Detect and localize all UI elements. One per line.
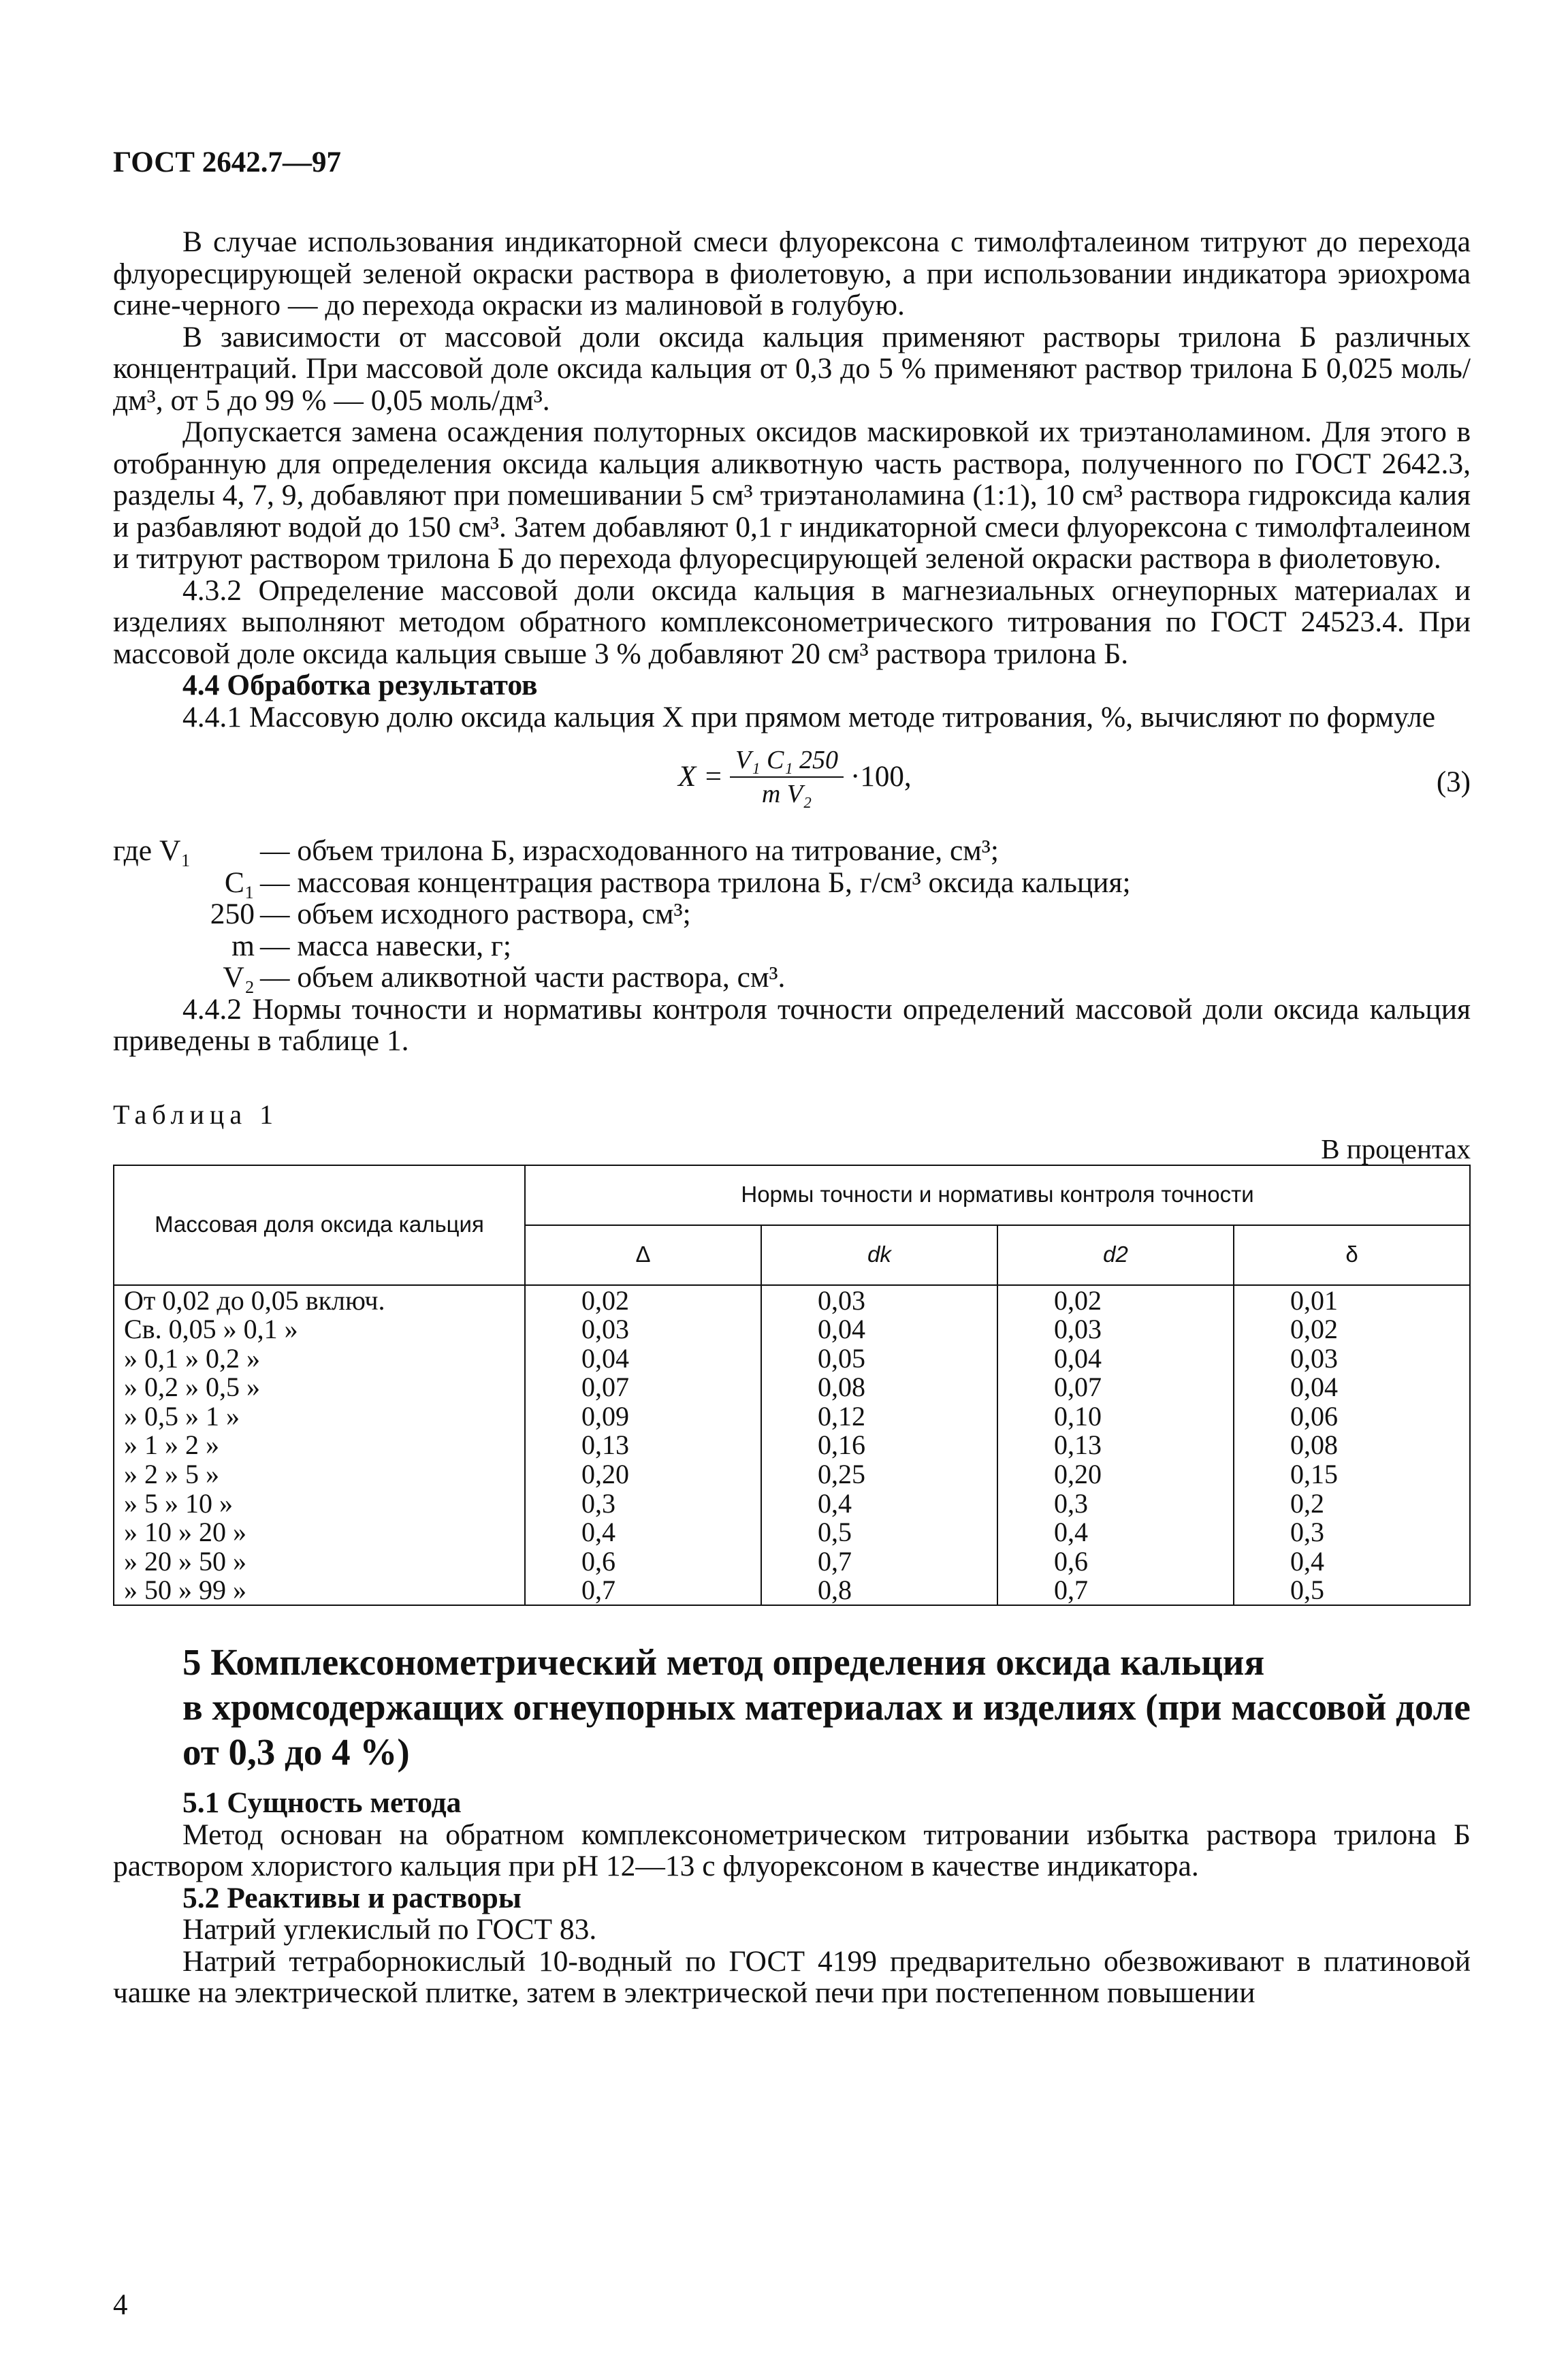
value-cell: 0,08 <box>1234 1430 1470 1459</box>
value-cell: 0,03 <box>761 1285 997 1315</box>
table-row <box>114 1547 1470 1576</box>
range-cell: » 2 » 5 » <box>114 1459 525 1489</box>
table-unit: В процентах <box>1321 1133 1471 1165</box>
subsection-heading: 5.2 Реактивы и растворы <box>182 1881 522 1914</box>
value-cell: 0,2 <box>1234 1489 1470 1518</box>
value-cell: 0,6 <box>525 1547 761 1576</box>
paragraph: Метод основан на обратном комплексонометрическом титровании избытка раствора трилона Б раствором хлористого кальция при рН 12—13 с флуорексоном в качестве индикатора. <box>113 1818 1471 1883</box>
legend-row <box>113 867 1471 899</box>
legend-symbol: m <box>231 929 255 962</box>
column-group-header: Нормы точности и нормативы контроля точности <box>525 1165 1470 1225</box>
legend-symbol: 250 <box>210 898 255 930</box>
section-5-title <box>113 1640 1471 1775</box>
value-cell: 0,09 <box>525 1402 761 1431</box>
legend-text: — объем исходного раствора, см³; <box>260 898 691 930</box>
table-caption-area <box>113 1099 1471 1165</box>
value-cell: 0,4 <box>525 1517 761 1547</box>
legend-text: — масса навески, г; <box>260 929 511 962</box>
equation-number: (3) <box>1436 766 1471 798</box>
subsection-heading: 5.1 Сущность метода <box>182 1786 462 1820</box>
value-cell: 0,20 <box>525 1459 761 1489</box>
legend-row <box>113 962 1471 994</box>
paragraph: В случае использования индикаторной смеси флуорексона с тимолфталеином титруют до перехода флуоресцирующей зеленой окраски раствора в фиолетовую, а при использовании индикатора эриохрома сине-черного — до перехода окраски из малиновой в голубую. <box>113 225 1471 321</box>
value-cell: 0,25 <box>761 1459 997 1489</box>
value-cell: 0,20 <box>997 1459 1234 1489</box>
value-cell: 0,04 <box>997 1344 1234 1373</box>
value-cell: 0,16 <box>761 1430 997 1459</box>
table-row <box>114 1575 1470 1605</box>
document-page <box>113 0 1471 2370</box>
paragraph: 4.4.2 Нормы точности и нормативы контроля точности определений массовой доли оксида кальция приведены в таблице 1. <box>113 992 1471 1057</box>
table-row <box>114 1344 1470 1373</box>
value-cell: 0,4 <box>761 1489 997 1518</box>
value-cell: 0,04 <box>525 1344 761 1373</box>
document-header: ГОСТ 2642.7—97 <box>113 146 341 178</box>
value-cell: 0,3 <box>997 1489 1234 1518</box>
range-cell: » 5 » 10 » <box>114 1489 525 1518</box>
value-cell: 0,15 <box>1234 1459 1470 1489</box>
table-row <box>114 1314 1470 1344</box>
legend-text: — объем аликвотной части раствора, см³. <box>260 961 786 994</box>
value-cell: 0,7 <box>761 1547 997 1576</box>
legend-symbol: C₁ <box>224 866 255 899</box>
column-header-delta: Δ <box>525 1225 761 1285</box>
paragraph: Допускается замена осаждения полуторных оксидов маскировкой их триэтаноламином. Для этого в отобранную для определения оксида кальция аликвотную часть раствора, полученного по ГОСТ 2642.3, разделы 4, 7, 9, добавляют при помешивании 5 см³ триэтаноламина (1:1), 10 см³ раствора гидроксида калия и разбавляют водой до 150 см³. Затем добавляют 0,1 г индикаторной смеси флуорексона с тимолфталеином и титруют раствором трилона Б до перехода флуоресцирующей зеленой окраски раствора в фиолетовую. <box>113 415 1471 575</box>
value-cell: 0,04 <box>1234 1372 1470 1402</box>
value-cell: 0,13 <box>997 1430 1234 1459</box>
value-cell: 0,02 <box>525 1285 761 1315</box>
column-header-range: Массовая доля оксида кальция <box>114 1165 525 1285</box>
section-title-line: 5 Комплексонометрический метод определения оксида кальция <box>182 1641 1265 1684</box>
legend-symbol: V₂ <box>223 961 255 994</box>
formula-tail: ·100, <box>850 760 912 793</box>
value-cell: 0,5 <box>1234 1575 1470 1605</box>
formula-lhs: X = <box>678 760 724 793</box>
value-cell: 0,07 <box>997 1372 1234 1402</box>
value-cell: 0,7 <box>997 1575 1234 1605</box>
paragraph: Натрий углекислый по ГОСТ 83. <box>182 1913 597 1946</box>
range-cell: » 10 » 20 » <box>114 1517 525 1547</box>
paragraph: Натрий тетраборнокислый 10-водный по ГОСТ 4199 предварительно обезвоживают в платиновой чашке на электрической плитке, затем в электрической печи при постепенном повышении <box>113 1944 1471 2010</box>
value-cell: 0,03 <box>525 1314 761 1344</box>
value-cell: 0,3 <box>525 1489 761 1518</box>
legend-row <box>113 930 1471 962</box>
value-cell: 0,02 <box>997 1285 1234 1315</box>
value-cell: 0,8 <box>761 1575 997 1605</box>
range-cell: Св. 0,05 » 0,1 » <box>114 1314 525 1344</box>
table-row <box>114 1372 1470 1402</box>
value-cell: 0,02 <box>1234 1314 1470 1344</box>
subsection-heading: 4.4 Обработка результатов <box>182 669 538 701</box>
table-row <box>114 1489 1470 1518</box>
formula-legend <box>113 835 1471 994</box>
legend-row <box>113 898 1471 930</box>
section-title-line: в хромсодержащих огнеупорных материалах и изделиях (при массовой доле <box>182 1686 1471 1728</box>
value-cell: 0,4 <box>1234 1547 1470 1576</box>
value-cell: 0,05 <box>761 1344 997 1373</box>
value-cell: 0,7 <box>525 1575 761 1605</box>
formula-numerator: V₁ C₁ 250 <box>730 745 844 778</box>
body-text <box>113 226 1471 2009</box>
range-cell: » 0,1 » 0,2 » <box>114 1344 525 1373</box>
table-body <box>114 1285 1470 1606</box>
formula-denominator: m V₂ <box>761 780 812 808</box>
table-1 <box>113 1165 1471 1607</box>
legend-row <box>113 835 1471 867</box>
page-number: 4 <box>113 2289 128 2321</box>
value-cell: 0,10 <box>997 1402 1234 1431</box>
table-row <box>114 1430 1470 1459</box>
formula <box>113 733 1471 835</box>
value-cell: 0,3 <box>1234 1517 1470 1547</box>
value-cell: 0,03 <box>997 1314 1234 1344</box>
value-cell: 0,13 <box>525 1430 761 1459</box>
legend-text: — объем трилона Б, израсходованного на титрование, см³; <box>260 834 999 867</box>
value-cell: 0,04 <box>761 1314 997 1344</box>
column-header-dk: dk <box>761 1225 997 1285</box>
section-title-line: от 0,3 до 4 %) <box>182 1731 410 1773</box>
range-cell: » 20 » 50 » <box>114 1547 525 1576</box>
legend-symbol: где V₁ <box>113 834 191 867</box>
range-cell: » 50 » 99 » <box>114 1575 525 1605</box>
paragraph: 4.3.2 Определение массовой доли оксида кальция в магнезиальных огнеупорных материалах и изделиях выполняют методом обратного комплексонометрического титрования по ГОСТ 24523.4. При массовой доле оксида кальция свыше 3 % добавляют 20 см³ раствора трилона Б. <box>113 573 1471 670</box>
formula-fraction <box>730 745 844 809</box>
column-header-small-delta: δ <box>1234 1225 1470 1285</box>
table-row <box>114 1517 1470 1547</box>
table-row <box>114 1459 1470 1489</box>
paragraph: 4.4.1 Массовую долю оксида кальция X при прямом методе титрования, %, вычисляют по формуле <box>182 700 1436 733</box>
table-caption: Таблица 1 <box>113 1099 279 1130</box>
value-cell: 0,03 <box>1234 1344 1470 1373</box>
value-cell: 0,06 <box>1234 1402 1470 1431</box>
range-cell: От 0,02 до 0,05 включ. <box>114 1285 525 1315</box>
value-cell: 0,6 <box>997 1547 1234 1576</box>
value-cell: 0,01 <box>1234 1285 1470 1315</box>
value-cell: 0,12 <box>761 1402 997 1431</box>
value-cell: 0,07 <box>525 1372 761 1402</box>
range-cell: » 1 » 2 » <box>114 1430 525 1459</box>
range-cell: » 0,5 » 1 » <box>114 1402 525 1431</box>
column-header-d2: d2 <box>997 1225 1234 1285</box>
value-cell: 0,08 <box>761 1372 997 1402</box>
table-row <box>114 1402 1470 1431</box>
paragraph: В зависимости от массовой доли оксида кальция применяют растворы трилона Б различных концентраций. При массовой доле оксида кальция от 0,3 до 5 % применяют раствор трилона Б 0,025 моль/дм³, от 5 до 99 % — 0,05 моль/дм³. <box>113 320 1471 417</box>
value-cell: 0,4 <box>997 1517 1234 1547</box>
range-cell: » 0,2 » 0,5 » <box>114 1372 525 1402</box>
table-row <box>114 1285 1470 1315</box>
value-cell: 0,5 <box>761 1517 997 1547</box>
legend-text: — массовая концентрация раствора трилона Б, г/см³ оксида кальция; <box>260 866 1131 899</box>
